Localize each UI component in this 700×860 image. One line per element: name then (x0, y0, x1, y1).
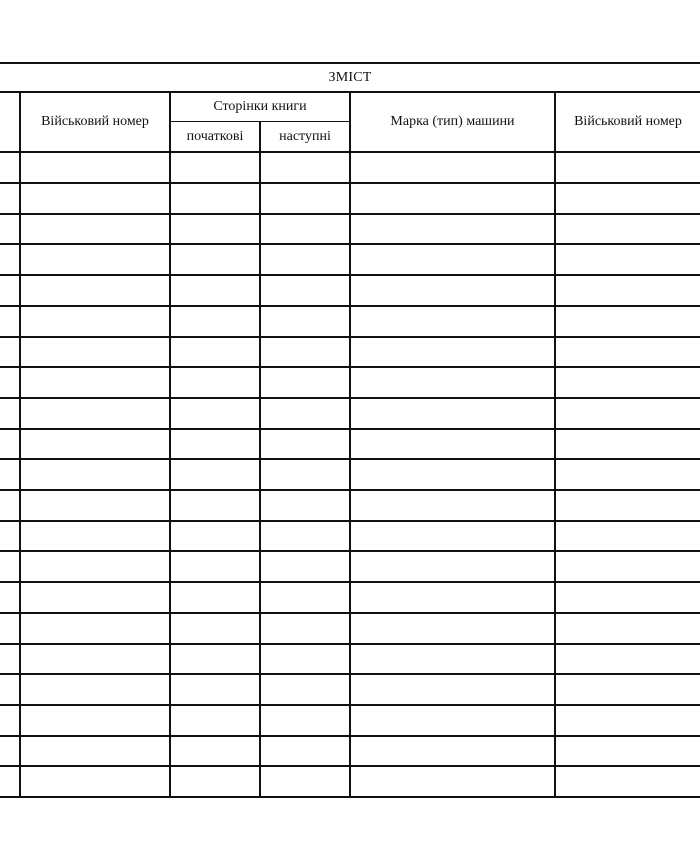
table-row-divider (0, 643, 700, 645)
column-divider-1 (19, 92, 21, 798)
next-pages-header: наступні (279, 128, 331, 144)
table-row-divider (0, 581, 700, 583)
table-row-divider (0, 673, 700, 675)
table-row-divider (0, 612, 700, 614)
table-row-divider (0, 458, 700, 460)
table-row-divider (0, 274, 700, 276)
table-row-divider (0, 213, 700, 215)
table-row-divider (0, 489, 700, 491)
table-row-divider (0, 796, 700, 798)
table-row-divider (0, 366, 700, 368)
table-row-divider (0, 704, 700, 706)
military-number-header-left: Військовий номер (41, 114, 149, 129)
table-row-divider (0, 182, 700, 184)
column-divider-5 (554, 92, 556, 798)
vehicle-make-header: Марка (тип) машини (390, 114, 515, 129)
column-divider-2 (169, 92, 171, 798)
table-title: ЗМІСТ (328, 69, 372, 85)
table-row-divider (0, 336, 700, 338)
table-row-divider (0, 305, 700, 307)
military-number-header-right: Військовий номер (574, 114, 682, 129)
column-divider-4 (349, 92, 351, 798)
table-row-divider (0, 397, 700, 399)
table-row-divider (0, 520, 700, 522)
book-pages-header: Сторінки книги (213, 99, 307, 114)
table-row-divider (0, 550, 700, 552)
table-row-divider (0, 765, 700, 767)
table-row-divider (0, 243, 700, 245)
initial-pages-header: початкові (186, 128, 244, 144)
table-row-divider (0, 428, 700, 430)
table-row-divider (0, 735, 700, 737)
